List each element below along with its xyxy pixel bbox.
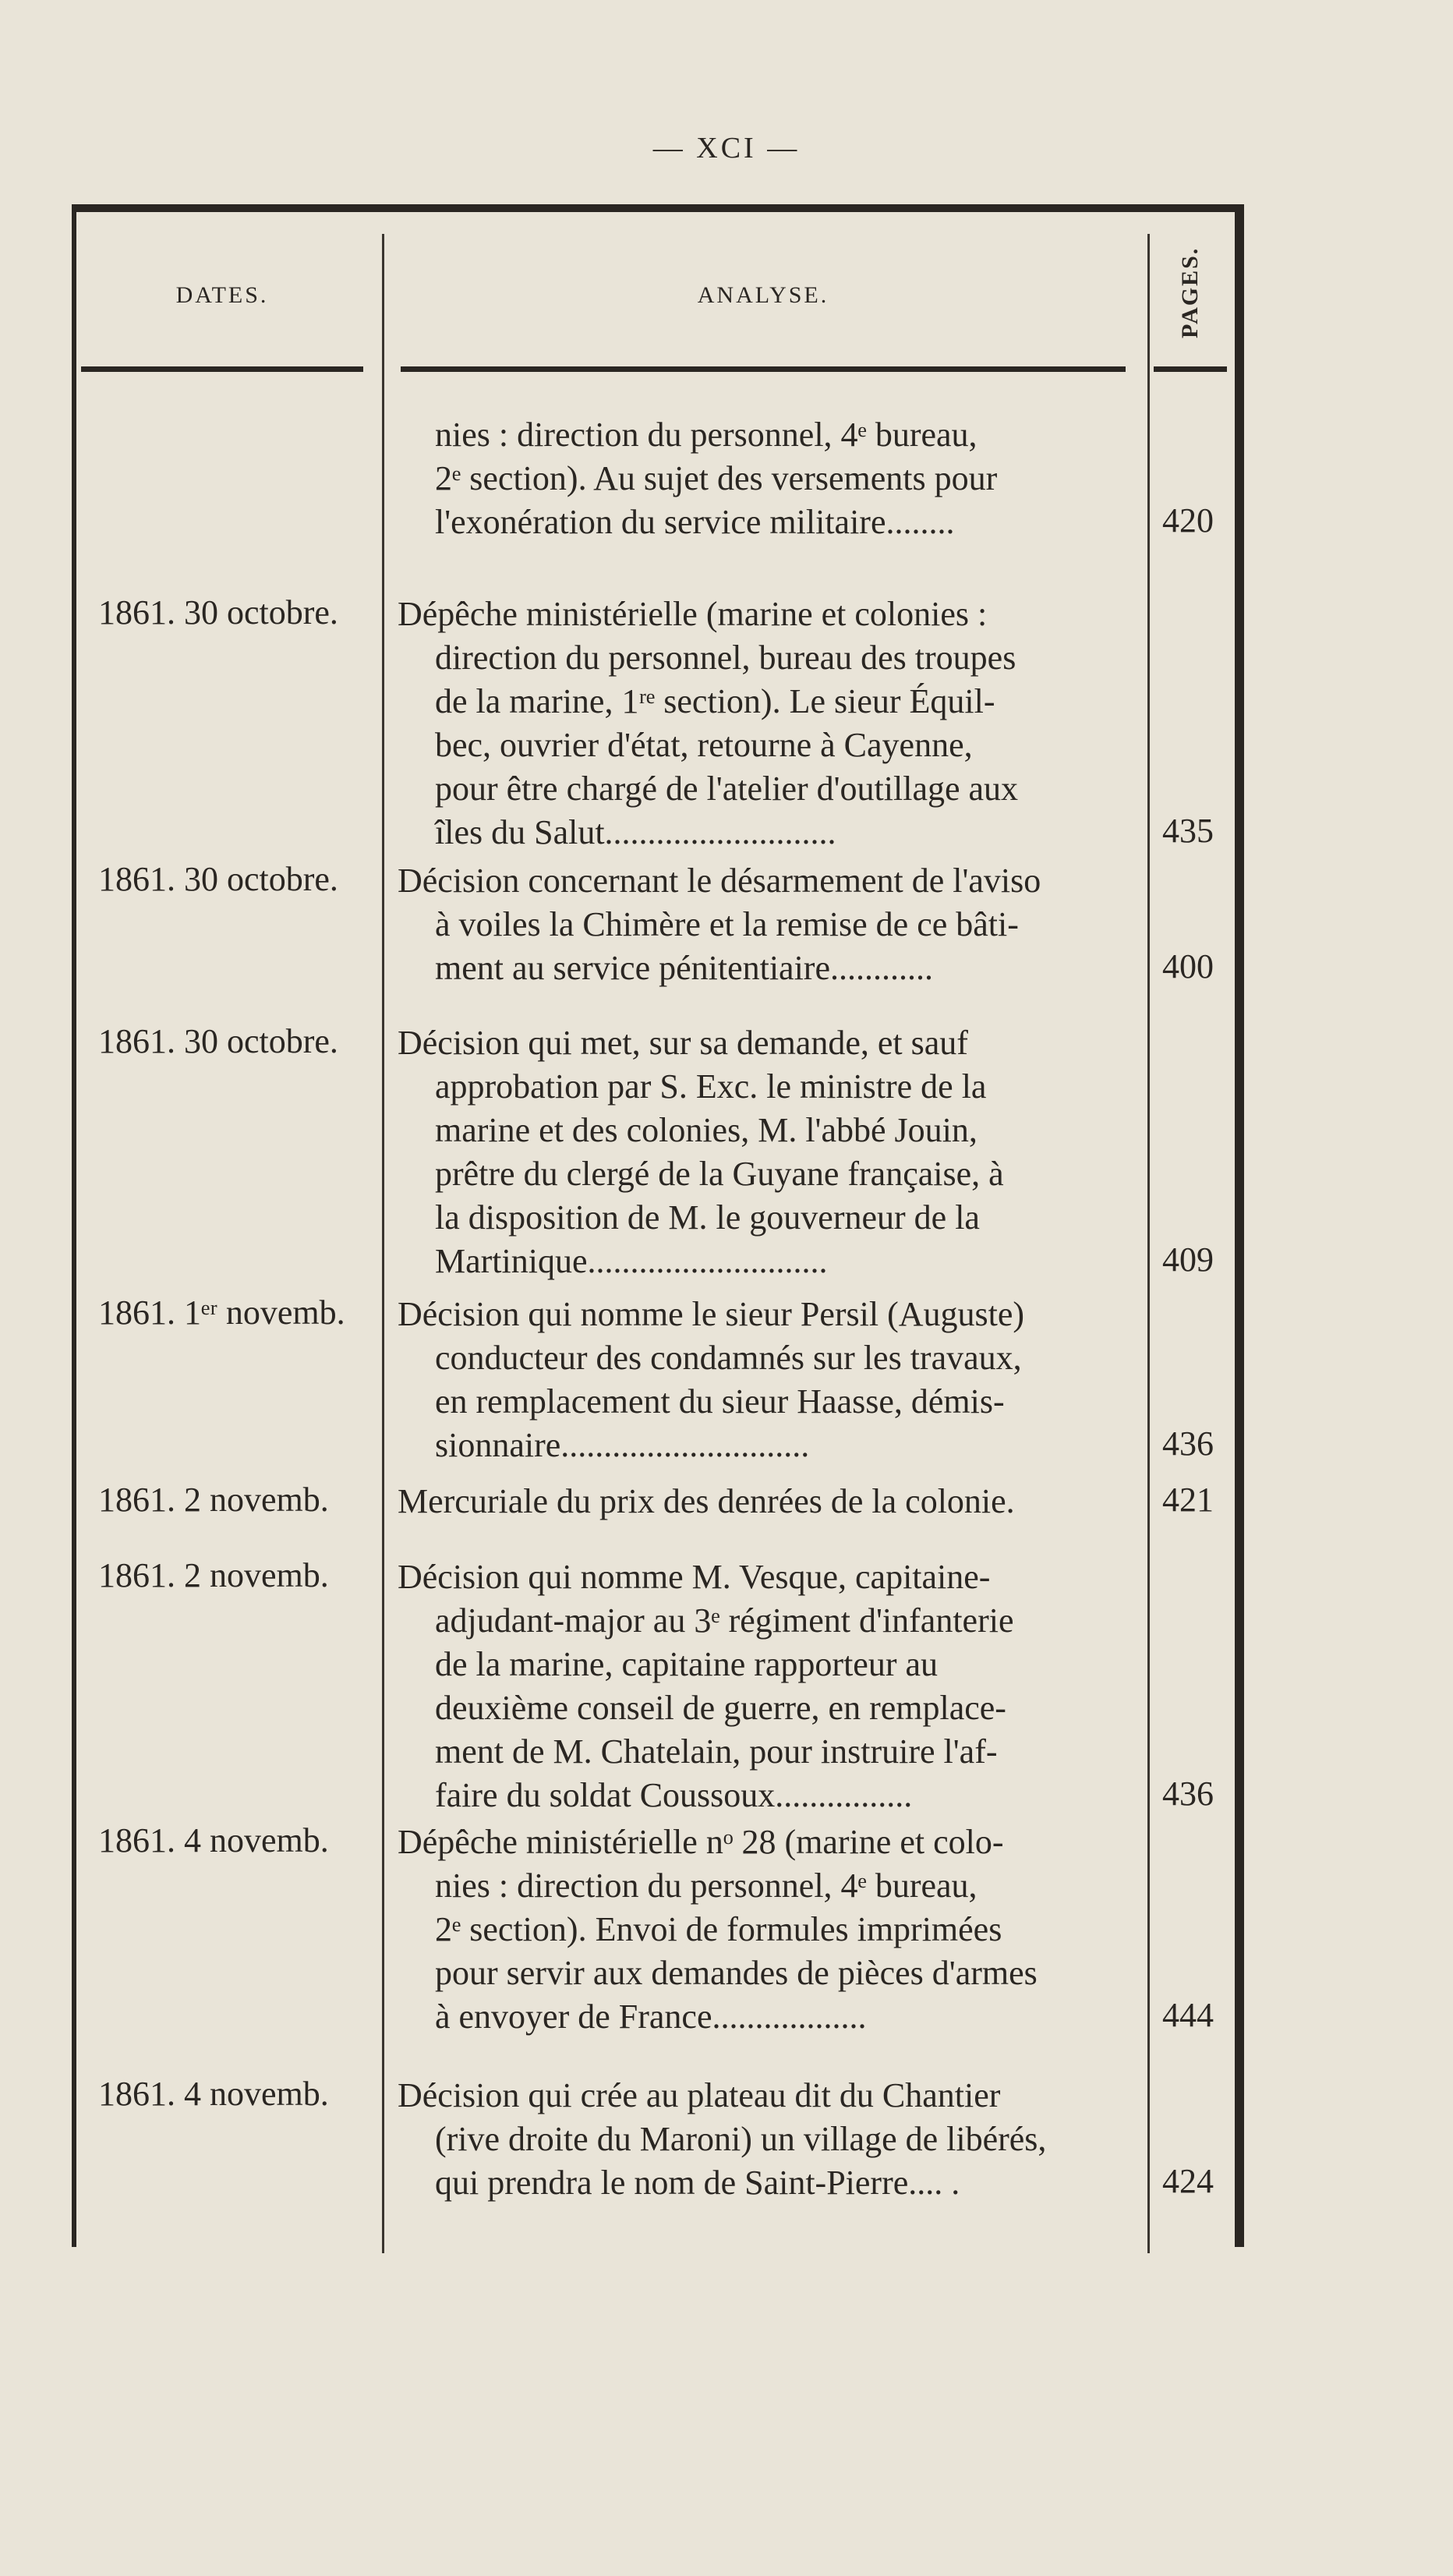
entry-page-ref: 409 — [1162, 1240, 1214, 1279]
entry-page-ref: 444 — [1162, 1996, 1214, 2034]
analysis-line: ment au service pénitentiaire............ — [435, 949, 933, 987]
header-rule-analyse — [401, 366, 1126, 372]
analysis-line: deuxième conseil de guerre, en remplace- — [435, 1689, 1006, 1727]
entry-date: 1861. 30 octobre. — [98, 1022, 338, 1060]
header-dates: DATES. — [175, 282, 269, 308]
analysis-line: Dépêche ministérielle (marine et colonies : — [398, 595, 988, 633]
analysis-line: ment de M. Chatelain, pour instruire l'af- — [435, 1732, 998, 1771]
analysis-line: à envoyer de France.................. — [435, 1997, 867, 2036]
analysis-line: Décision qui nomme le sieur Persil (Auguste) — [398, 1295, 1025, 1333]
entry-page-ref: 400 — [1162, 947, 1214, 985]
analysis-line: de la marine, capitaine rapporteur au — [435, 1645, 939, 1683]
entry-analysis — [398, 859, 1134, 990]
entry-page-ref: 420 — [1162, 501, 1214, 540]
analysis-line: à voiles la Chimère et la remise de ce bâti- — [435, 905, 1019, 943]
analysis-line: 2ᵉ section). Au sujet des versements pour — [435, 459, 998, 497]
analysis-line: qui prendra le nom de Saint-Pierre.... . — [435, 2164, 960, 2202]
analysis-line: faire du soldat Coussoux................ — [435, 1776, 913, 1814]
analysis-line: marine et des colonies, M. l'abbé Jouin, — [435, 1111, 978, 1149]
table-frame-right — [1235, 204, 1244, 2247]
analysis-line: pour être chargé de l'atelier d'outillage aux — [435, 770, 1019, 808]
entry-analysis — [398, 1480, 1134, 1523]
header-rule-pages — [1154, 366, 1227, 372]
table-frame-top — [72, 204, 1243, 212]
analysis-line: Décision concernant le désarmement de l'aviso — [398, 862, 1041, 900]
entry-date: 1861. 4 novemb. — [98, 1821, 329, 1859]
entry-date: 1861. 1ᵉʳ novemb. — [98, 1293, 345, 1332]
analysis-line: Décision qui crée au plateau dit du Chantier — [398, 2076, 1001, 2114]
header-rule-dates — [81, 366, 363, 372]
analysis-line: Décision qui nomme M. Vesque, capitaine- — [398, 1558, 991, 1596]
entry-page-ref: 421 — [1162, 1481, 1214, 1519]
entry-date: 1861. 4 novemb. — [98, 2075, 329, 2113]
entry-analysis — [398, 2074, 1134, 2205]
analysis-line: approbation par S. Exc. le ministre de la — [435, 1067, 987, 1106]
entry-page-ref: 424 — [1162, 2162, 1214, 2200]
analysis-line: 2ᵉ section). Envoi de formules imprimées — [435, 1910, 1002, 1948]
entry-page-ref: 436 — [1162, 1775, 1214, 1813]
entry-date: 1861. 30 octobre. — [98, 860, 338, 898]
analysis-line: Dépêche ministérielle nᵒ 28 (marine et colo- — [398, 1823, 1004, 1861]
header-pages: PAGES. — [1177, 246, 1203, 338]
column-divider-dates — [382, 234, 384, 2253]
analysis-line: en remplacement du sieur Haasse, démis- — [435, 1382, 1005, 1421]
analysis-line: l'exonération du service militaire........ — [435, 503, 955, 541]
analysis-line: de la marine, 1ʳᵉ section). Le sieur Équil- — [435, 682, 995, 720]
analysis-line: (rive droite du Maroni) un village de libérés, — [435, 2120, 1047, 2158]
analysis-line: pour servir aux demandes de pièces d'armes — [435, 1954, 1038, 1992]
analysis-line: Martinique............................ — [435, 1242, 828, 1280]
entry-page-ref: 436 — [1162, 1424, 1214, 1463]
column-divider-pages — [1147, 234, 1150, 2253]
entry-date: 1861. 2 novemb. — [98, 1556, 329, 1594]
header-analyse: ANALYSE. — [697, 282, 829, 308]
analysis-line: Mercuriale du prix des denrées de la colonie. — [398, 1482, 1015, 1520]
analysis-line: conducteur des condamnés sur les travaux, — [435, 1339, 1022, 1377]
analysis-line: prêtre du clergé de la Guyane française, à — [435, 1155, 1004, 1193]
analysis-line: bec, ouvrier d'état, retourne à Cayenne, — [435, 726, 973, 764]
entry-analysis — [398, 1555, 1134, 1817]
table-frame-left — [72, 204, 76, 2247]
analysis-line: Décision qui met, sur sa demande, et sauf — [398, 1024, 968, 1062]
entry-date: 1861. 30 octobre. — [98, 593, 338, 632]
analysis-line: la disposition de M. le gouverneur de la — [435, 1198, 980, 1237]
entry-date: 1861. 2 novemb. — [98, 1481, 329, 1519]
page-number: — XCI — — [652, 132, 801, 165]
entry-analysis — [398, 1293, 1134, 1467]
entry-page-ref: 435 — [1162, 812, 1214, 850]
analysis-line: nies : direction du personnel, 4ᵉ bureau, — [435, 1867, 978, 1905]
analysis-line: direction du personnel, bureau des troupes — [435, 639, 1016, 677]
analysis-line: îles du Salut........................... — [435, 813, 836, 851]
analysis-line: adjudant-major au 3ᵉ régiment d'infanterie — [435, 1601, 1014, 1640]
entry-analysis — [398, 593, 1134, 855]
analysis-line: sionnaire............................. — [435, 1426, 810, 1464]
entry-analysis — [398, 1021, 1134, 1283]
entry-analysis — [398, 1821, 1134, 2039]
entry-analysis — [398, 413, 1134, 544]
analysis-line: nies : direction du personnel, 4ᵉ bureau, — [435, 416, 978, 454]
